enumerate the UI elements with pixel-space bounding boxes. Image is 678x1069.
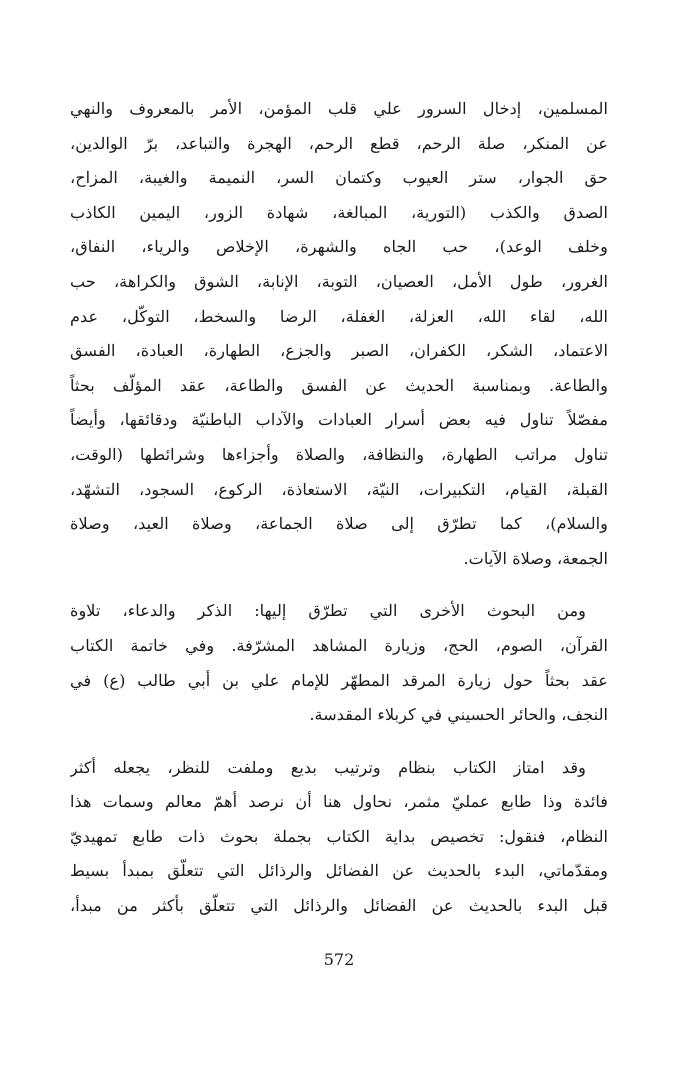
text-line: الاعتماد، الشكر، الكفران، الصبر والجزع، الطهارة، العبادة، الفسق [70,341,608,361]
text-line: والطاعة. وبمناسبة الحديث عن الفسق والطاعة، عقد المؤلّف بحثاً [70,375,608,395]
paragraph-3 [70,751,608,924]
text-line: القبلة، القيام، التكبيرات، النيّة، الاستعاذة، الركوع، السجود، التشهّد، [70,479,608,499]
paragraph-gap [70,733,608,751]
paragraph-2 [70,594,608,732]
paragraph-gap [70,576,608,594]
text-line: ومن البحوث الأخرى التي تطرّق إليها: الذكر والدعاء، تلاوة [70,601,586,621]
text-line: وخلف الوعد)، حب الجاه والشهرة، الإخلاص والرياء، النفاق، [70,237,608,257]
paragraph-1 [70,92,608,576]
page-number: 572 [323,950,355,969]
text-line: تناول مراتب الطهارة، والنظافة، والصلاة وأجزاءها وشرائطها (الوقت، [70,444,608,464]
text-line: والسلام)، كما تطرّق إلى صلاة الجماعة، وصلاة العيد، وصلاة [70,514,608,534]
body-text [70,92,608,924]
text-line: وقد امتاز الكتاب بنظام وترتيب بديع وملفت للنظر، يجعله أكثر [70,757,586,777]
text-line: عن المنكر، صلة الرحم، قطع الرحم، الهجرة والتباعد، برّ الوالدين، [70,133,608,153]
text-line: ومقدّماتي، البدء بالحديث عن الفضائل والرذائل التي تتعلّق بمبدأ بسيط [70,861,608,881]
text-line: فائدة وذا طابع عمليّ مثمر، نحاول هنا أن نرصد أهمّ معالم وسمات هذا [70,792,608,812]
text-line: الصدق والكذب (التورية، المبالغة، شهادة الزور، اليمين الكاذب [70,202,608,222]
text-line: الغرور، طول الأمل، العصيان، التوبة، الإنابة، الشوق والكراهة، حب [70,271,608,291]
text-line: القرآن، الصوم، الحج، وزيارة المشاهد المشرّفة. وفي خاتمة الكتاب [70,635,608,655]
text-line: حق الجوار، ستر العيوب وكتمان السر، النميمة والغيبة، المزاح، [70,168,608,188]
text-line: الله، لقاء الله، العزلة، الغفلة، الرضا والسخط، التوكّل، عدم [70,306,608,326]
text-line: النجف، والحائر الحسيني في كربلاء المقدسة. [309,705,608,725]
text-line: النظام، فنقول: تخصيص بداية الكتاب بجملة بحوث ذات طابع تمهيديّ [70,826,608,846]
text-line: عقد بحثاً حول زيارة المرقد المطهّر للإمام علي بن أبي طالب (ع) في [70,670,608,690]
text-line: الجمعة، وصلاة الآيات. [463,548,608,568]
text-line: قبل البدء بالحديث عن الفضائل والرذائل التي تتعلّق بأكثر من مبدأ، [70,896,608,916]
text-line: مفصّلاً تناول فيه بعض أسرار العبادات والآداب الباطنيّة ودقائقها، وأيضاً [70,410,608,430]
text-line: المسلمين، إدخال السرور علي قلب المؤمن، الأمر بالمعروف والنهي [70,99,608,118]
